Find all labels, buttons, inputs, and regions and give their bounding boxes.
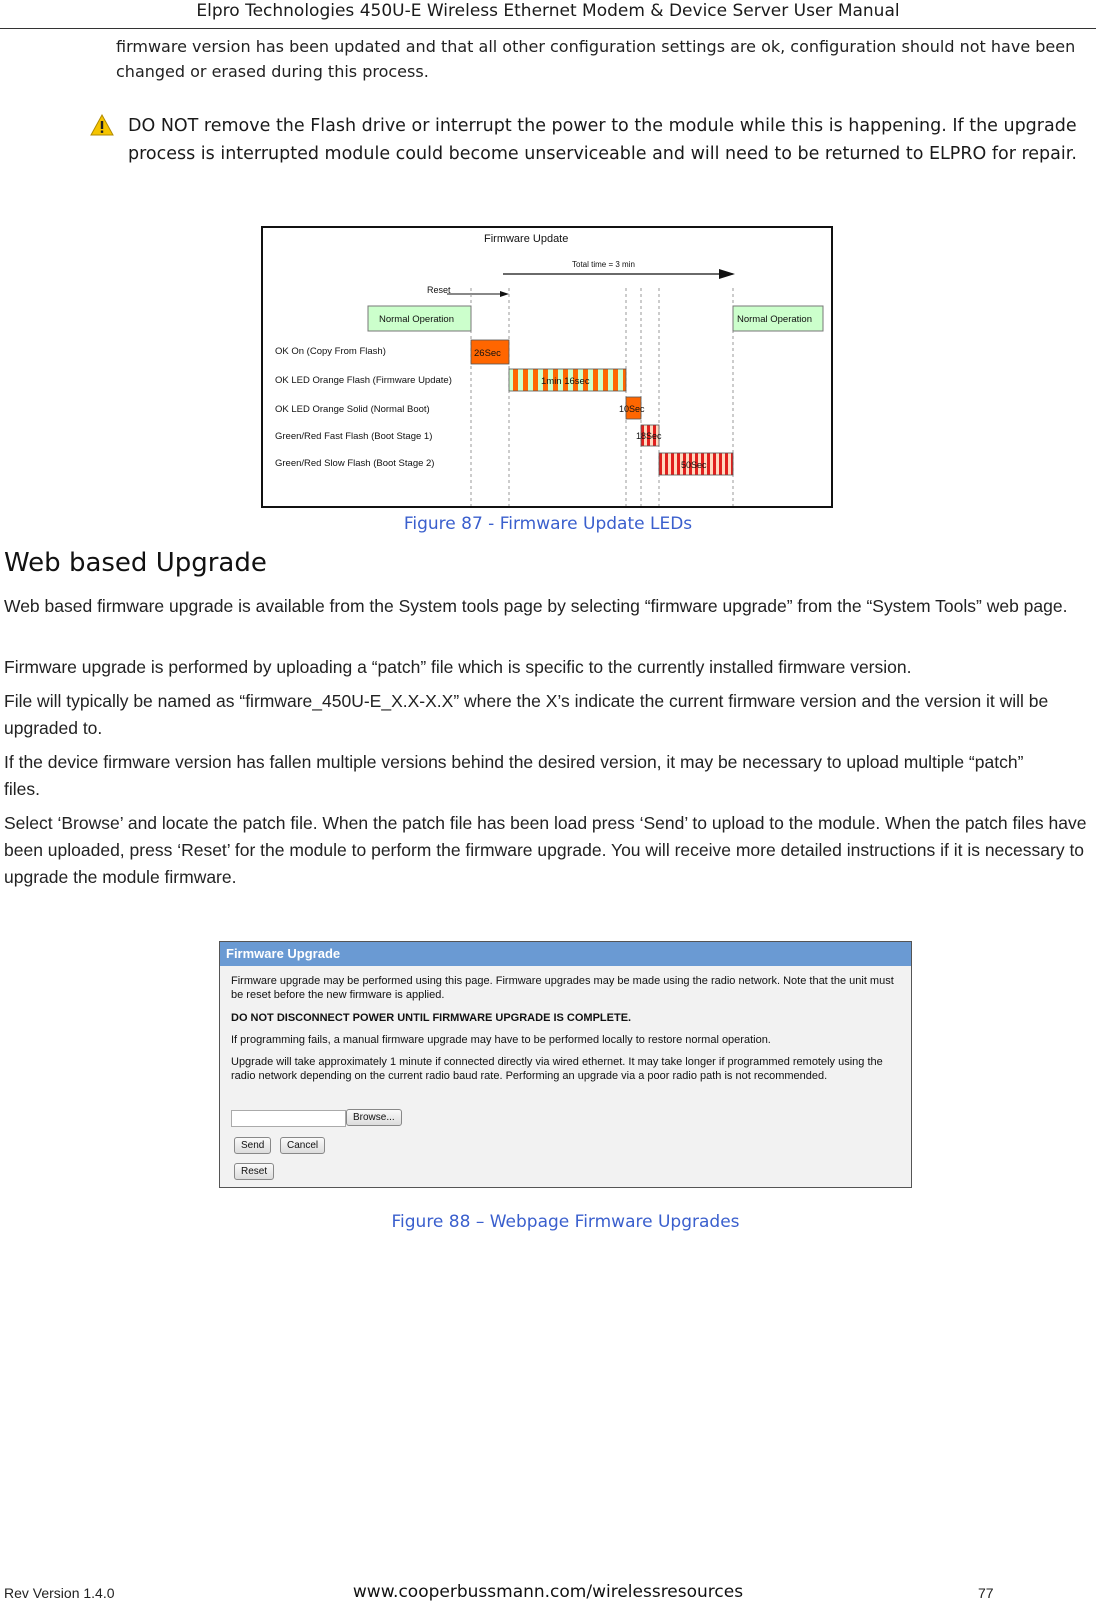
page-number: 77 <box>978 1585 994 1601</box>
reset-button[interactable]: Reset <box>234 1163 274 1180</box>
webpage-text: Firmware upgrade may be performed using this page. Firmware upgrades may be made using the radio network. Note that the unit must be reset before the new firmware is applied. <box>231 975 894 1001</box>
duration-label: 1min 16sec <box>541 376 590 387</box>
row-label: OK LED Orange Flash (Firmware Update) <box>275 375 452 386</box>
cancel-button[interactable]: Cancel <box>280 1137 325 1154</box>
page-header: Elpro Technologies 450U-E Wireless Ethernet Modem & Device Server User Manual <box>0 0 1096 29</box>
row-label: Green/Red Slow Flash (Boot Stage 2) <box>275 458 435 469</box>
section-heading: Web based Upgrade <box>4 548 267 578</box>
duration-label: 18Sec <box>636 431 662 441</box>
webpage-text: If programming fails, a manual firmware upgrade may have to be performed locally to restore normal operation. <box>231 1034 771 1046</box>
row-label: OK LED Orange Solid (Normal Boot) <box>275 404 430 415</box>
paragraph-1: Web based firmware upgrade is available from the System tools page by selecting “firmware upgrade” from the “System Tools” web page. <box>4 596 1068 616</box>
reset-label: Reset <box>427 285 451 295</box>
webpage-warning: DO NOT DISCONNECT POWER UNTIL FIRMWARE UPGRADE IS COMPLETE. <box>231 1012 632 1024</box>
paragraph-3: File will typically be named as “firmware_450U-E_X.X-X.X” where the X’s indicate the current firmware version and the version it will be upgraded to. <box>4 691 1049 738</box>
duration-label: 26Sec <box>474 348 501 359</box>
paragraph-4: If the device firmware version has fallen multiple versions behind the desired version, it may be necessary to upload multiple “patch” files. <box>4 752 1024 799</box>
webpage-text: Upgrade will take approximately 1 minute if connected directly via wired ethernet. It may take longer if programmed remotely using the radio network depending on the current radio baud rate. Performing an upgrade via a poor radio path is not recommended. <box>231 1056 883 1082</box>
footer-url[interactable]: www.cooperbussmann.com/wirelessresources <box>352 1582 744 1602</box>
browse-button[interactable]: Browse... <box>346 1109 402 1126</box>
figure-87-caption: Figure 87 - Firmware Update LEDs <box>403 514 693 534</box>
warning-text: DO NOT remove the Flash drive or interrupt the power to the module while this is happening. If the upgrade process is interrupted module could become unserviceable and will need to be returned to ELPRO for repair. <box>128 116 1077 164</box>
duration-label: 10Sec <box>619 404 645 414</box>
figure-88-caption: Figure 88 – Webpage Firmware Upgrades <box>391 1212 740 1232</box>
paragraph-5: Select ‘Browse’ and locate the patch file. When the patch file has been load press ‘Send’ to upload to the module. When the patch files have been uploaded, press ‘Reset’ for the module to perform the firmware upgrade. You will receive more detailed instructions if it is necessary to upgrade the module firmware. <box>4 813 1087 887</box>
row-label: Green/Red Fast Flash (Boot Stage 1) <box>275 431 433 442</box>
intro-paragraph: firmware version has been updated and that all other configuration settings are ok, configuration should not have been changed or erased during this process. <box>116 37 1076 81</box>
revision-label: Rev Version 1.4.0 <box>4 1585 115 1601</box>
send-button[interactable]: Send <box>234 1137 271 1154</box>
total-time-label: Total time = 3 min <box>572 260 635 269</box>
webpage-title: Firmware Upgrade <box>220 942 911 966</box>
file-path-input[interactable] <box>231 1110 346 1127</box>
duration-label: 50Sec <box>681 460 707 470</box>
warning-icon <box>90 114 114 136</box>
diagram-title: Firmware Update <box>484 233 569 245</box>
paragraph-2: Firmware upgrade is performed by uploading a “patch” file which is specific to the currently installed firmware version. <box>4 657 912 677</box>
normal-operation-left-label: Normal Operation <box>379 314 454 325</box>
firmware-update-timing-diagram <box>261 226 833 508</box>
row-label: OK On (Copy From Flash) <box>275 346 386 357</box>
normal-operation-right-label: Normal Operation <box>737 314 812 325</box>
firmware-upgrade-webpage <box>219 941 912 1188</box>
